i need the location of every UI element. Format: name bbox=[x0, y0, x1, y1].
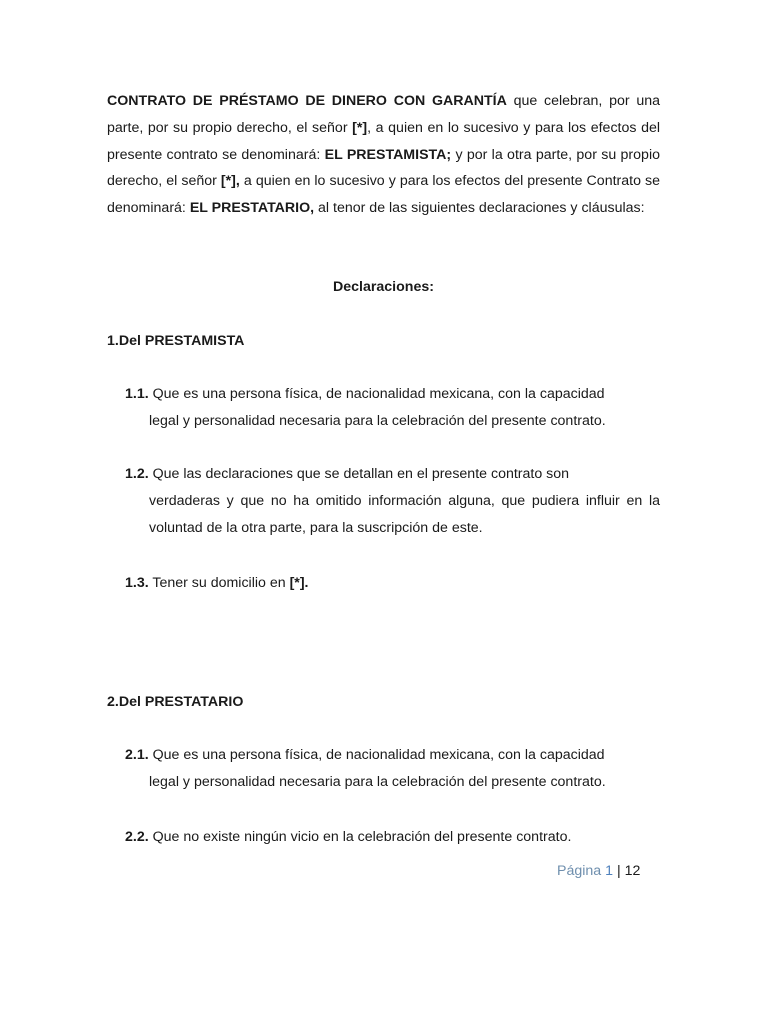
item-1-2: 1.2. Que las declaraciones que se detallan en el presente contrato son verdaderas y que no ha omitido información alguna, que pudiera influir en la voluntad de la otra parte, para la suscripción de este. bbox=[125, 466, 660, 536]
item-2-1: 2.1. Que es una persona física, de nacionalidad mexicana, con la capacidad legal y personalidad necesaria para la celebración del presente contrato. bbox=[125, 747, 606, 790]
placeholder-lender: [*] bbox=[352, 119, 368, 136]
current-page: 1 bbox=[605, 863, 614, 879]
item-number: 1.3. bbox=[125, 575, 149, 591]
section-2-title: 2.Del PRESTATARIO bbox=[107, 694, 244, 710]
party-lender: EL PRESTAMISTA; bbox=[324, 146, 452, 163]
placeholder-borrower: [*], bbox=[220, 173, 240, 190]
item-1-1: 1.1. Que es una persona física, de nacionalidad mexicana, con la capacidad legal y personalidad necesaria para la celebración del presente contrato. bbox=[125, 386, 606, 429]
page-number-footer bbox=[557, 858, 640, 884]
page-separator: | bbox=[616, 863, 621, 879]
item-1-3: 1.3. Tener su domicilio en [*]. bbox=[125, 575, 309, 591]
contract-title: CONTRATO DE PRÉSTAMO DE DINERO CON GARANTÍA bbox=[107, 93, 507, 109]
declaraciones-heading: Declaraciones: bbox=[333, 279, 434, 295]
total-pages: 12 bbox=[624, 863, 641, 879]
intro-paragraph: CONTRATO DE PRÉSTAMO DE DINERO CON GARANTÍA que celebran, por una parte, por su propio derecho, el señor [*], a quien en lo sucesivo y para los efectos del presente contrato se denominará: EL PRESTAMISTA; y por la otra parte, por su propio derecho, el señor [*], a quien en lo sucesivo y para los efectos del presente Contrato se denominará: EL PRESTATARIO, al tenor de las siguientes declaraciones y cláusulas: bbox=[107, 93, 661, 217]
party-borrower: EL PRESTATARIO, bbox=[189, 200, 315, 217]
item-2-2: 2.2. Que no existe ningún vicio en la celebración del presente contrato. bbox=[125, 829, 572, 845]
section-1-title: 1.Del PRESTAMISTA bbox=[107, 333, 245, 349]
item-number: 2.2. bbox=[125, 829, 149, 845]
item-number: 1.2. bbox=[125, 466, 149, 482]
page-label: Página bbox=[557, 863, 602, 879]
item-number: 2.1. bbox=[125, 747, 149, 763]
placeholder-address: [*]. bbox=[289, 575, 309, 591]
item-number: 1.1. bbox=[125, 386, 149, 402]
